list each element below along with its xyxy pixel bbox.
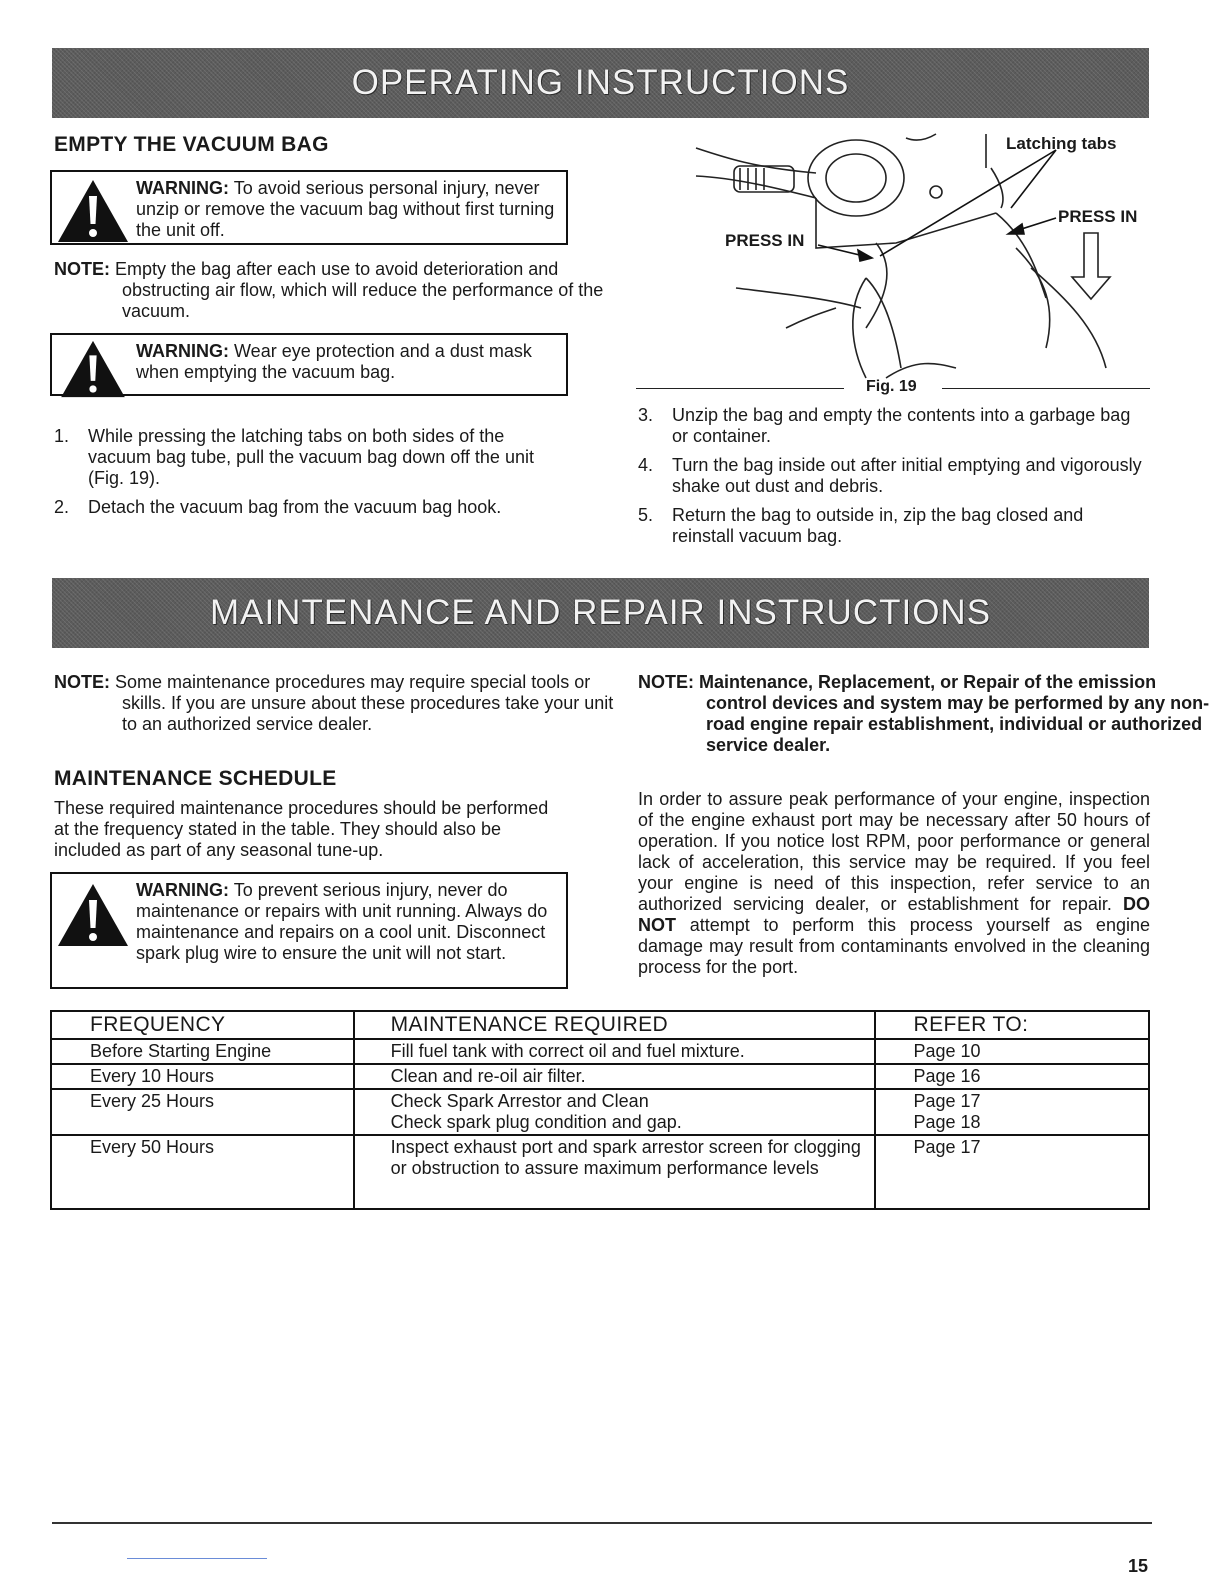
table-row <box>51 1039 1149 1064</box>
do-not-emphasis: DO NOT <box>638 894 1150 935</box>
banner-title: OPERATING INSTRUCTIONS <box>351 63 850 102</box>
warning-box-1 <box>50 170 568 245</box>
empty-bag-heading: EMPTY THE VACUUM BAG <box>54 133 329 156</box>
figure-19 <box>636 128 1150 400</box>
list-item: 4. Turn the bag inside out after initial emptying and vigorously shake out dust and debris. <box>638 455 1142 496</box>
vacuum-bag-illustration <box>636 128 1150 400</box>
warning-box-3 <box>50 872 568 989</box>
warning-triangle-icon <box>56 339 130 399</box>
note-text: Empty the bag after each use to avoid deterioration and obstructing air flow, which will reduce the performance of the vacuum. <box>115 259 604 321</box>
warning-label: WARNING: <box>136 880 229 900</box>
note-label: NOTE: <box>54 672 110 692</box>
note-label: NOTE: <box>638 672 694 692</box>
cell-frequency: Every 50 Hours <box>51 1135 354 1209</box>
warning-triangle-icon <box>56 882 130 948</box>
cell-refer: Page 17 <box>875 1135 1150 1209</box>
cell-refer: Page 10 <box>875 1039 1150 1064</box>
list-item: 5. Return the bag to outside in, zip the bag closed and reinstall vacuum bag. <box>638 505 1084 546</box>
maintenance-schedule-text: These required maintenance procedures should be performed at the frequency stated in the table. They should also be included as part of any seasonal tune-up. <box>54 798 549 860</box>
banner-title: MAINTENANCE AND REPAIR INSTRUCTIONS <box>209 593 992 632</box>
operating-instructions-banner <box>52 48 1149 118</box>
steps-list-left <box>54 426 559 526</box>
table-header-row <box>51 1011 1149 1039</box>
figure-caption-row <box>636 378 1150 398</box>
note-text: Maintenance, Replacement, or Repair of the emission control devices and system may be performed by any non-road engine repair establishment, individual or authorized service dealer. <box>699 672 1210 755</box>
press-in-label-left: PRESS IN <box>725 231 805 250</box>
press-in-label-right: PRESS IN <box>1058 207 1138 226</box>
warning-text: To prevent serious injury, never do maintenance or repairs with unit running. Always do maintenance and repairs on a cool unit. Disconnect spark plug wire to ensure the unit will not start. <box>136 880 548 963</box>
figure-caption: Fig. 19 <box>866 378 917 395</box>
empty-bag-note <box>54 259 622 322</box>
col-header-refer: REFER TO: <box>875 1011 1150 1039</box>
cell-maintenance: Clean and re-oil air filter. <box>354 1064 875 1089</box>
table-row <box>51 1089 1149 1135</box>
page-number: 15 <box>1128 1556 1149 1576</box>
cell-frequency: Before Starting Engine <box>51 1039 354 1064</box>
col-header-frequency: FREQUENCY <box>51 1011 354 1039</box>
cell-maintenance: Inspect exhaust port and spark arrestor screen for clogging or obstruction to assure maximum performance levels <box>354 1135 875 1209</box>
table-row <box>51 1064 1149 1089</box>
note-label: NOTE: <box>54 259 110 279</box>
cell-frequency: Every 10 Hours <box>51 1064 354 1089</box>
cell-refer: Page 16 <box>875 1064 1150 1089</box>
emission-note <box>638 672 1218 756</box>
note-text: Some maintenance procedures may require special tools or skills. If you are unsure about these procedures take your unit to an authorized service dealer. <box>115 672 614 734</box>
table-row <box>51 1135 1149 1209</box>
cell-frequency: Every 25 Hours <box>51 1089 354 1135</box>
warning-label: WARNING: <box>136 178 229 198</box>
warning-text: Wear eye protection and a dust mask when emptying the vacuum bag. <box>136 341 532 382</box>
cell-maintenance: Fill fuel tank with correct oil and fuel mixture. <box>354 1039 875 1064</box>
warning-text: To avoid serious personal injury, never unzip or remove the vacuum bag without first turning the unit off. <box>136 178 555 240</box>
warning-triangle-icon <box>56 178 130 244</box>
maintenance-banner <box>52 578 1149 648</box>
maintenance-schedule-heading: MAINTENANCE SCHEDULE <box>54 767 337 790</box>
warning-box-2 <box>50 333 568 396</box>
cell-maintenance: Check Spark Arrestor and Clean Check spark plug condition and gap. <box>354 1089 875 1135</box>
latching-tabs-label: Latching tabs <box>1006 134 1117 153</box>
list-item: 2. Detach the vacuum bag from the vacuum bag hook. <box>54 497 502 517</box>
caption-rule-left <box>636 388 844 389</box>
footer-rule <box>52 1522 1152 1524</box>
list-item: 1. While pressing the latching tabs on both sides of the vacuum bag tube, pull the vacuum bag down off the unit (Fig. 19). <box>54 426 534 488</box>
maintenance-note <box>54 672 627 735</box>
warning-label: WARNING: <box>136 341 229 361</box>
maintenance-schedule-table <box>50 1010 1150 1210</box>
caption-rule-right <box>942 388 1150 389</box>
cell-refer: Page 17 Page 18 <box>875 1089 1150 1135</box>
col-header-maintenance: MAINTENANCE REQUIRED <box>354 1011 875 1039</box>
list-item: 3. Unzip the bag and empty the contents into a garbage bag or container. <box>638 405 1131 446</box>
steps-list-right <box>638 405 1143 555</box>
exhaust-port-paragraph: In order to assure peak performance of your engine, inspection of the engine exhaust port may be necessary after 50 hours of operation. If you notice lost RPM, poor performance or general lack of acceleration, this service may be required. If you feel your engine is need of this inspection, refer service to an authorized servicing dealer, or establishment for repair. DO NOT attempt to perform this process yourself as engine damage may result from contaminants envolved in the cleaning process for the port. <box>638 789 1150 977</box>
link-underline-fragment <box>127 1558 267 1559</box>
